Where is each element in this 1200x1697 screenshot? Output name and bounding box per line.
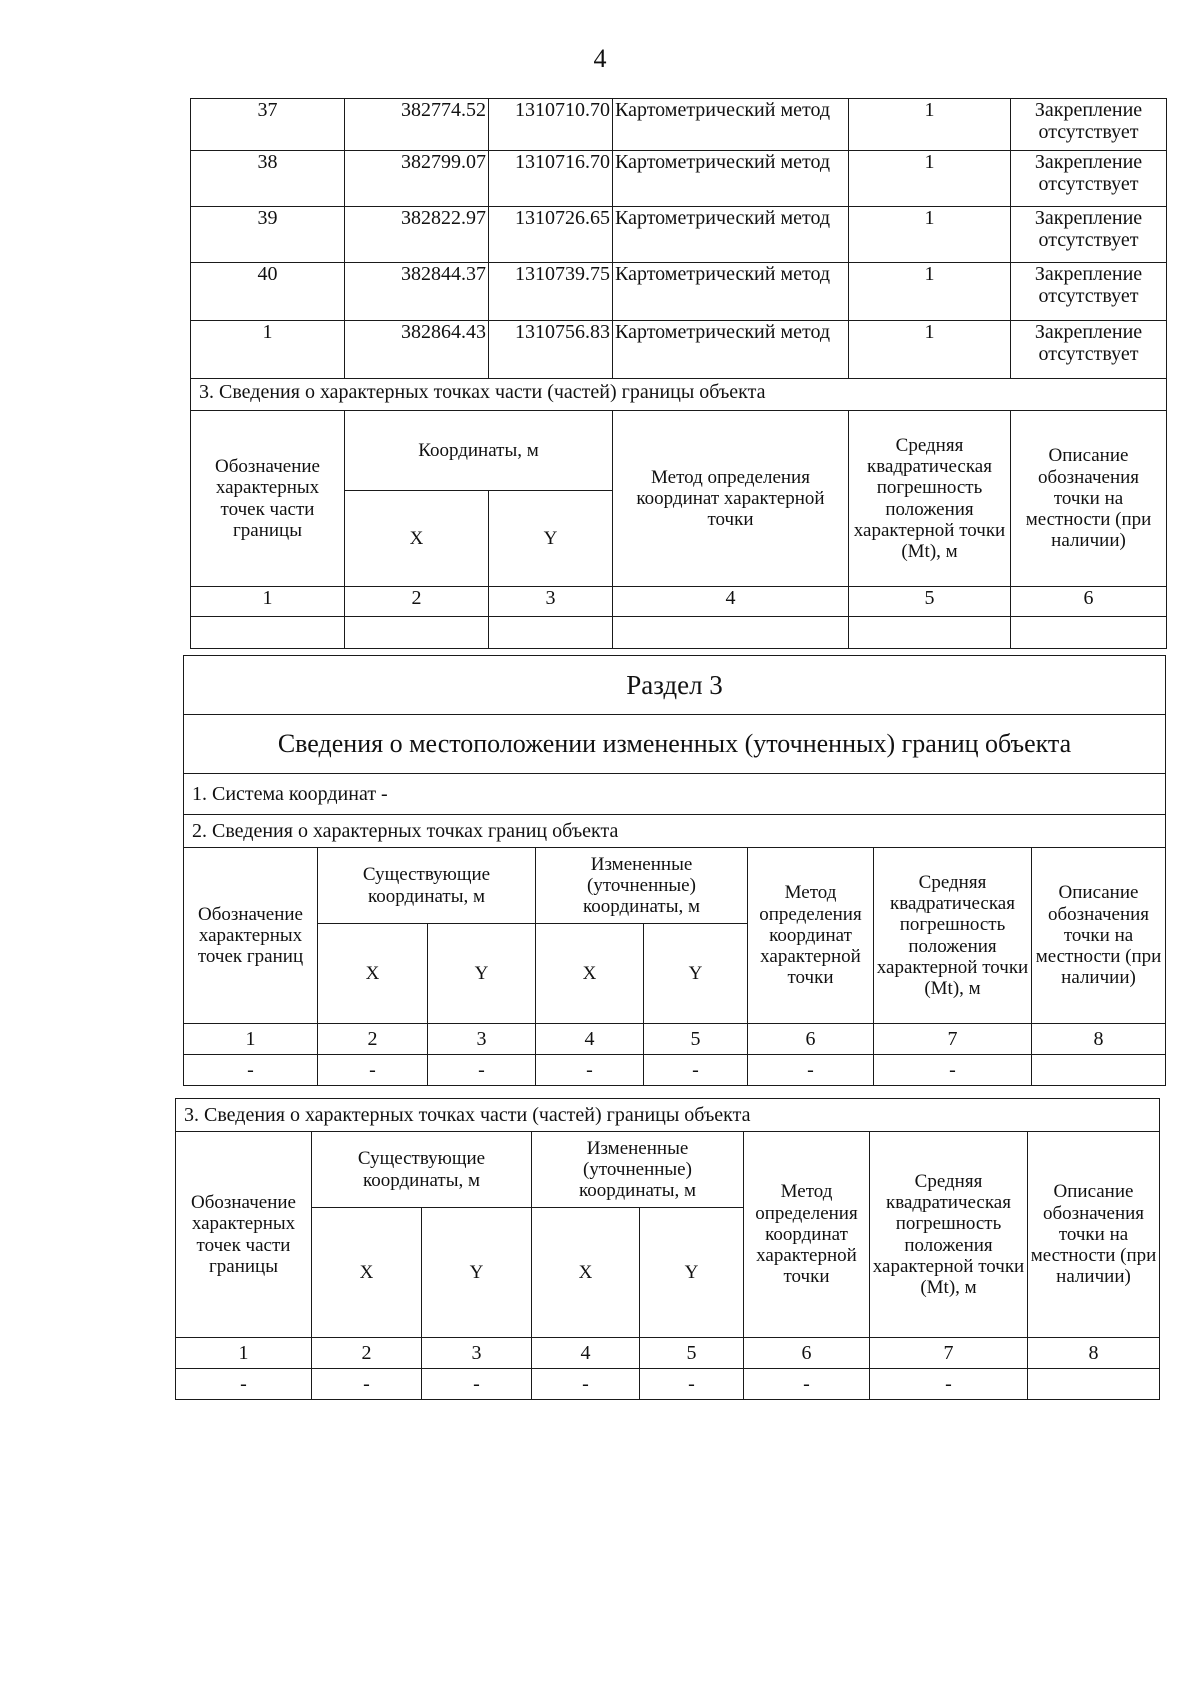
table-caption-row: [191, 379, 1167, 411]
empty-value-cell: -: [184, 1055, 318, 1086]
table-row: [191, 151, 1167, 207]
header-mt: Средняя квадратическая погрешность положения характерной точки (Mt), м: [849, 411, 1011, 587]
empty-value-cell: -: [744, 1369, 870, 1400]
column-index: 4: [532, 1338, 640, 1369]
header-changed-y: Y: [644, 924, 748, 1024]
point-number: 1: [191, 321, 345, 379]
header-designation: Обозначение характерных точек части границы: [176, 1132, 312, 1338]
empty-value-cell: -: [422, 1369, 532, 1400]
point-description: Закрепление отсутствует: [1011, 99, 1167, 151]
coordinate-system-line: 1. Система координат -: [184, 774, 1166, 815]
point-method: Картометрический метод: [613, 99, 849, 151]
column-index: 3: [422, 1338, 532, 1369]
header-mt: Средняя квадратическая погрешность положения характерной точки (Mt), м: [874, 848, 1032, 1024]
point-number: 39: [191, 207, 345, 263]
column-index: 8: [1028, 1338, 1160, 1369]
header-description: Описание обозначения точки на местности (при наличии): [1032, 848, 1166, 1024]
header-changed-x: X: [536, 924, 644, 1024]
point-x: 382844.37: [345, 263, 489, 321]
column-index-row: [184, 1024, 1166, 1055]
empty-value-cell: -: [318, 1055, 428, 1086]
column-index: 3: [489, 587, 613, 617]
point-method: Картометрический метод: [613, 263, 849, 321]
point-number: 37: [191, 99, 345, 151]
point-y: 1310756.83: [489, 321, 613, 379]
empty-value-cell: -: [536, 1055, 644, 1086]
column-index: 6: [1011, 587, 1167, 617]
empty-value-cell: -: [176, 1369, 312, 1400]
point-x: 382864.43: [345, 321, 489, 379]
header-mt: Средняя квадратическая погрешность положения характерной точки (Mt), м: [870, 1132, 1028, 1338]
point-description: Закрепление отсутствует: [1011, 263, 1167, 321]
boundary-points-table: [190, 98, 1167, 649]
column-index: 5: [640, 1338, 744, 1369]
column-index: 8: [1032, 1024, 1166, 1055]
header-description: Описание обозначения точки на местности (при наличии): [1028, 1132, 1160, 1338]
table-row: [191, 99, 1167, 151]
header-existing-y: Y: [428, 924, 536, 1024]
header-changed-coordinates: Измененные (уточненные) координаты, м: [532, 1132, 744, 1208]
column-index: 1: [191, 587, 345, 617]
point-mt: 1: [849, 207, 1011, 263]
column-index: 6: [748, 1024, 874, 1055]
table-row: [191, 321, 1167, 379]
column-index-row: [191, 587, 1167, 617]
empty-value-cell: -: [428, 1055, 536, 1086]
header-existing-coordinates: Существующие координаты, м: [318, 848, 536, 924]
column-index: 1: [176, 1338, 312, 1369]
section3-table: [183, 655, 1166, 1086]
column-index: 5: [849, 587, 1011, 617]
table-row: [191, 207, 1167, 263]
header-x: X: [345, 491, 489, 587]
empty-value-cell: -: [312, 1369, 422, 1400]
point-description: Закрепление отсутствует: [1011, 321, 1167, 379]
column-index: 4: [536, 1024, 644, 1055]
column-index: 2: [318, 1024, 428, 1055]
point-method: Картометрический метод: [613, 151, 849, 207]
page-number: 4: [593, 44, 607, 73]
point-mt: 1: [849, 263, 1011, 321]
point-method: Картометрический метод: [613, 207, 849, 263]
table-row: [176, 1369, 1160, 1400]
empty-value-cell: -: [532, 1369, 640, 1400]
part-points-caption: 3. Сведения о характерных точках части (частей) границы объекта: [176, 1099, 1160, 1132]
point-y: 1310710.70: [489, 99, 613, 151]
header-description: Описание обозначения точки на местности (при наличии): [1011, 411, 1167, 587]
section3-part-points-table: [175, 1098, 1160, 1400]
point-y: 1310716.70: [489, 151, 613, 207]
point-description: Закрепление отсутствует: [1011, 151, 1167, 207]
empty-row: [191, 617, 1167, 649]
section-subtitle: Сведения о местоположении измененных (уточненных) границ объекта: [184, 715, 1166, 774]
header-method: Метод определения координат характерной точки: [613, 411, 849, 587]
point-number: 38: [191, 151, 345, 207]
section-title: Раздел 3: [184, 656, 1166, 715]
header-changed-y: Y: [640, 1208, 744, 1338]
header-designation: Обозначение характерных точек границ: [184, 848, 318, 1024]
column-index: 6: [744, 1338, 870, 1369]
empty-value-cell: -: [644, 1055, 748, 1086]
point-mt: 1: [849, 321, 1011, 379]
empty-value-cell: -: [748, 1055, 874, 1086]
header-method: Метод определения координат характерной точки: [748, 848, 874, 1024]
column-index: 1: [184, 1024, 318, 1055]
column-index: 7: [874, 1024, 1032, 1055]
point-y: 1310739.75: [489, 263, 613, 321]
header-y: Y: [489, 491, 613, 587]
empty-value-cell: -: [870, 1369, 1028, 1400]
points-caption: 2. Сведения о характерных точках границ объекта: [184, 815, 1166, 848]
empty-value-cell: -: [874, 1055, 1032, 1086]
part-points-caption: 3. Сведения о характерных точках части (частей) границы объекта: [191, 379, 1167, 411]
table-row: [184, 1055, 1166, 1086]
header-changed-coordinates: Измененные (уточненные) координаты, м: [536, 848, 748, 924]
empty-value-cell: -: [640, 1369, 744, 1400]
column-index: 3: [428, 1024, 536, 1055]
point-mt: 1: [849, 99, 1011, 151]
empty-value-cell: [1028, 1369, 1160, 1400]
header-existing-x: X: [318, 924, 428, 1024]
header-existing-coordinates: Существующие координаты, м: [312, 1132, 532, 1208]
column-index: 5: [644, 1024, 748, 1055]
point-method: Картометрический метод: [613, 321, 849, 379]
point-x: 382774.52: [345, 99, 489, 151]
empty-value-cell: [1032, 1055, 1166, 1086]
point-y: 1310726.65: [489, 207, 613, 263]
point-x: 382822.97: [345, 207, 489, 263]
point-x: 382799.07: [345, 151, 489, 207]
header-coordinates: Координаты, м: [345, 411, 613, 491]
header-existing-y: Y: [422, 1208, 532, 1338]
header-method: Метод определения координат характерной точки: [744, 1132, 870, 1338]
column-index: 7: [870, 1338, 1028, 1369]
header-designation: Обозначение характерных точек части границы: [191, 411, 345, 587]
column-index: 2: [345, 587, 489, 617]
header-existing-x: X: [312, 1208, 422, 1338]
point-description: Закрепление отсутствует: [1011, 207, 1167, 263]
column-index: 4: [613, 587, 849, 617]
point-number: 40: [191, 263, 345, 321]
point-mt: 1: [849, 151, 1011, 207]
column-index: 2: [312, 1338, 422, 1369]
header-changed-x: X: [532, 1208, 640, 1338]
table-row: [191, 263, 1167, 321]
column-index-row: [176, 1338, 1160, 1369]
